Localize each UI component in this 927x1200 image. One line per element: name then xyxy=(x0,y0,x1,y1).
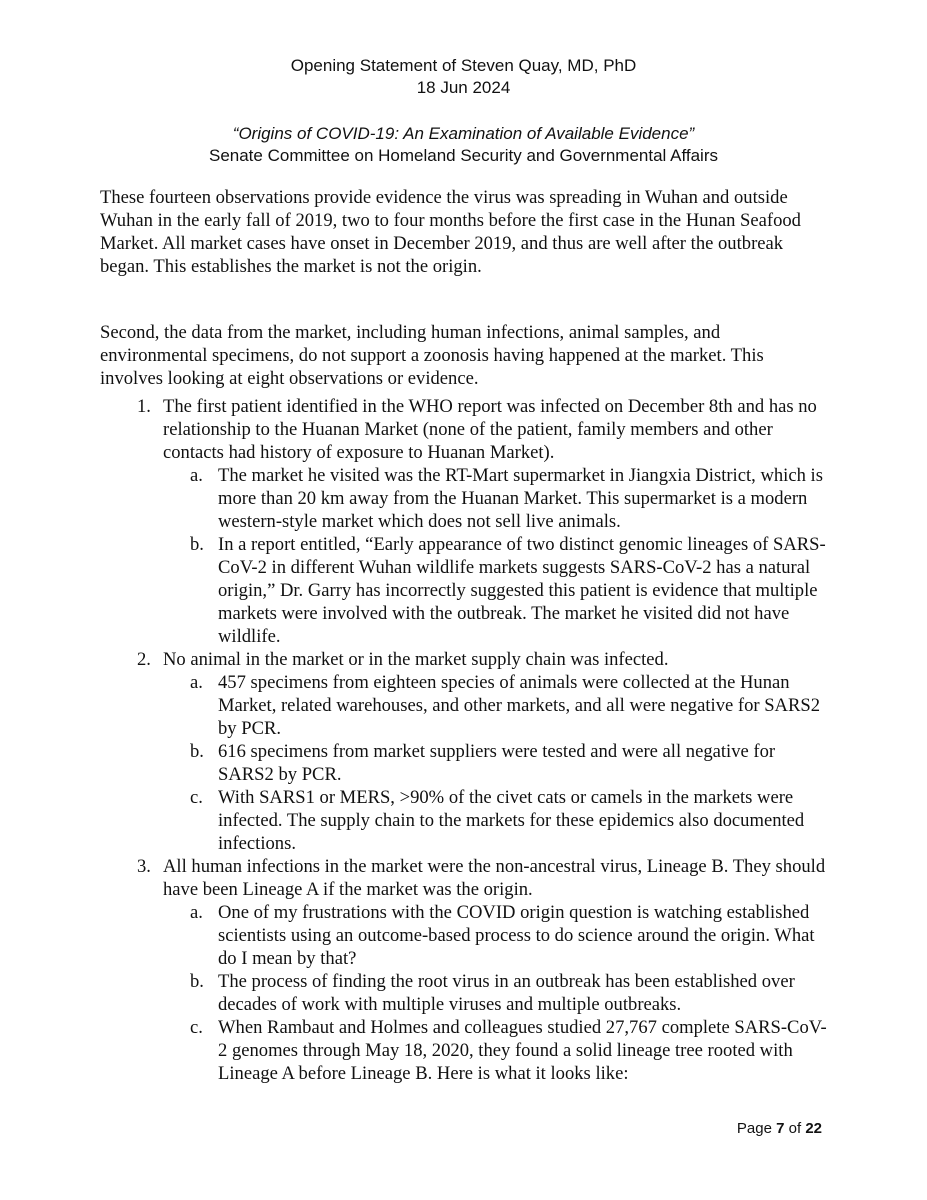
paragraph-2 xyxy=(100,321,820,390)
list-marker: b. xyxy=(190,534,204,555)
list-marker: a. xyxy=(190,672,203,693)
text-line: involves looking at eight observations or evidence. xyxy=(100,368,479,389)
list-marker: b. xyxy=(190,971,204,992)
text-line: When Rambaut and Holmes and colleagues studied 27,767 complete SARS-CoV- xyxy=(218,1017,827,1038)
list-marker: 2. xyxy=(137,649,151,670)
text-line: The first patient identified in the WHO report was infected on December 8th and has no xyxy=(163,396,817,417)
text-line: All human infections in the market were the non-ancestral virus, Lineage B. They should xyxy=(163,856,826,877)
text-line: have been Lineage A if the market was the origin. xyxy=(163,879,533,900)
text-line: 616 specimens from market suppliers were tested and were all negative for xyxy=(218,741,776,762)
text-line: environmental specimens, do not support a zoonosis having happened at the market. This xyxy=(100,345,764,366)
text-line: The process of finding the root virus in an outbreak has been established over xyxy=(218,971,795,992)
hearing-title: “Origins of COVID-19: An Examination of Available Evidence” xyxy=(232,124,695,143)
text-line: by PCR. xyxy=(218,718,282,739)
list-marker: 3. xyxy=(137,856,151,877)
text-line: With SARS1 or MERS, >90% of the civet cats or camels in the markets were xyxy=(218,787,794,808)
page-current: 7 xyxy=(776,1120,785,1137)
text-line: origin,” Dr. Garry has incorrectly suggested this patient is evidence that multiple xyxy=(218,580,818,601)
text-line: Market. All market cases have onset in December 2019, and thus are well after the outbreak xyxy=(100,233,784,254)
text-line: Lineage A before Lineage B. Here is what it looks like: xyxy=(218,1063,629,1084)
text-line: relationship to the Huanan Market (none of the patient, family members and other xyxy=(163,419,773,440)
text-line: contacts had history of exposure to Huanan Market). xyxy=(163,442,555,463)
header-title: Opening Statement of Steven Quay, MD, PhD xyxy=(290,56,637,75)
text-line: western-style market which does not sell live animals. xyxy=(218,511,621,532)
list-marker: c. xyxy=(190,787,203,808)
text-line: decades of work with multiple viruses and multiple outbreaks. xyxy=(218,994,682,1015)
list-marker: b. xyxy=(190,741,204,762)
text-line: Market, related warehouses, and other markets, and all were negative for SARS2 xyxy=(218,695,821,716)
text-line: One of my frustrations with the COVID origin question is watching established xyxy=(218,902,810,923)
text-line: more than 20 km away from the Huanan Market. This supermarket is a modern xyxy=(218,488,808,509)
page-prefix: Page xyxy=(736,1120,772,1137)
text-line: Second, the data from the market, including human infections, animal samples, and xyxy=(100,322,721,343)
text-line: infected. The supply chain to the markets for these epidemics also documented xyxy=(218,810,805,831)
text-line: Wuhan in the early fall of 2019, two to four months before the first case in the Hunan Seafood xyxy=(100,210,801,231)
header-date: 18 Jun 2024 xyxy=(416,78,511,97)
committee-name: Senate Committee on Homeland Security and Governmental Affairs xyxy=(208,146,718,165)
page-of: of xyxy=(788,1120,802,1137)
text-line: The market he visited was the RT-Mart supermarket in Jiangxia District, which is xyxy=(218,465,823,486)
text-line: infections. xyxy=(218,833,296,854)
text-line: SARS2 by PCR. xyxy=(218,764,342,785)
text-line: CoV-2 in different Wuhan wildlife markets suggests SARS-CoV-2 has a natural xyxy=(218,557,811,578)
text-line: These fourteen observations provide evidence the virus was spreading in Wuhan and outside xyxy=(100,187,788,208)
list-marker: 1. xyxy=(137,396,151,417)
list-marker: a. xyxy=(190,465,203,486)
text-line: began. This establishes the market is not the origin. xyxy=(100,256,482,277)
text-line: 2 genomes through May 18, 2020, they found a solid lineage tree rooted with xyxy=(218,1040,793,1061)
text-line: do I mean by that? xyxy=(218,948,357,969)
text-line: scientists using an outcome-based process to do science around the origin. What xyxy=(218,925,815,946)
list-marker: c. xyxy=(190,1017,203,1038)
text-line: wildlife. xyxy=(218,626,281,647)
text-line: markets were involved with the outbreak. The market he visited did not have xyxy=(218,603,790,624)
text-line: No animal in the market or in the market supply chain was infected. xyxy=(163,649,669,670)
page-total: 22 xyxy=(805,1120,822,1137)
page-number xyxy=(0,1120,822,1137)
list-marker: a. xyxy=(190,902,203,923)
text-line: 457 specimens from eighteen species of animals were collected at the Hunan xyxy=(218,672,790,693)
text-line: In a report entitled, “Early appearance of two distinct genomic lineages of SARS- xyxy=(218,534,826,555)
paragraph-1 xyxy=(100,186,820,278)
